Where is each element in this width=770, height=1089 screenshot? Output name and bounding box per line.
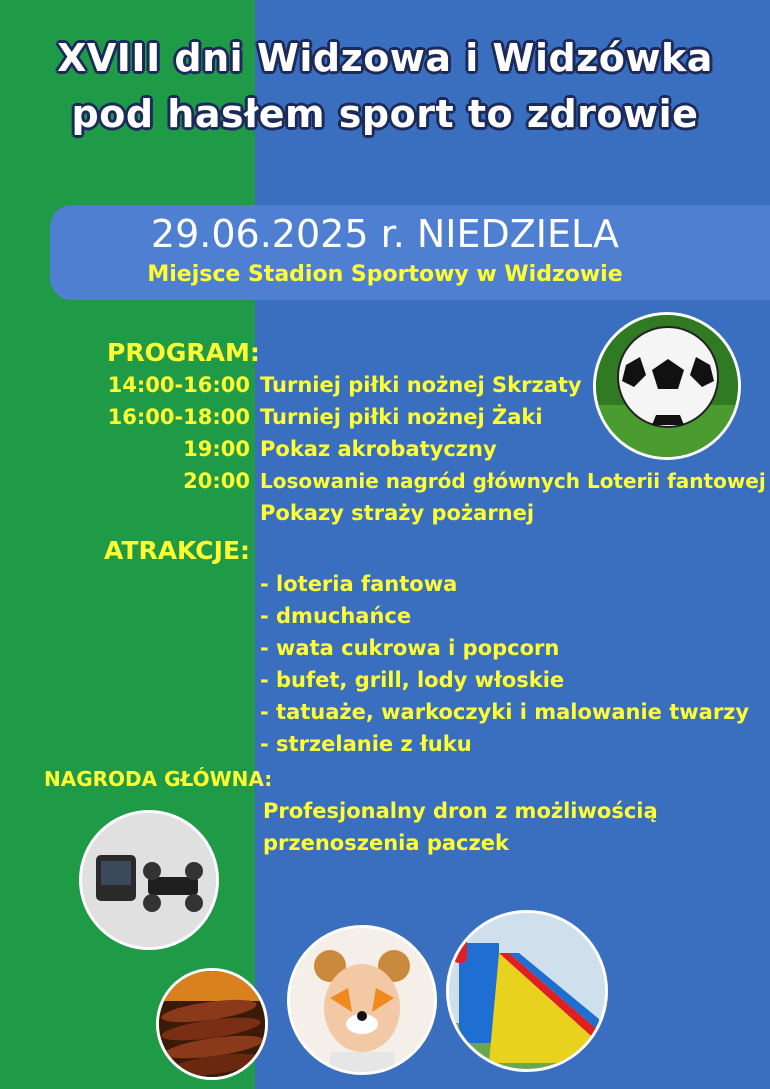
attraction-item: - strzelanie z łuku [260,732,472,756]
event-place: Miejsce Stadion Sportowy w Widzowie [147,262,623,287]
attractions-heading: ATRAKCJE: [104,536,251,565]
program-item: Losowanie nagród głównych Loterii fantowej [260,469,766,493]
program-heading: PROGRAM: [107,338,260,367]
program-time: 19:00 [183,437,250,461]
bouncy-castle-image [446,910,608,1072]
program-time: 14:00-16:00 [107,373,250,397]
prize-line-2: przenoszenia paczek [263,831,509,855]
event-date: 29.06.2025 r. NIEDZIELA [150,212,620,256]
attraction-item: - tatuaże, warkoczyki i malowanie twarzy [260,700,750,724]
attraction-item: - wata cukrowa i popcorn [260,636,560,660]
attraction-item: - loteria fantowa [260,572,458,596]
grill-image [156,968,268,1080]
title-line-2: pod hasłem sport to zdrowie [71,92,699,136]
attraction-item: - bufet, grill, lody włoskie [260,668,565,692]
bouncy-castle-icon [449,913,605,1069]
grill-icon [159,971,265,1077]
program-time: 20:00 [183,469,250,493]
prize-line-1: Profesjonalny dron z możliwością [263,799,658,823]
attraction-item: - dmuchańce [260,604,412,628]
program-item: Turniej piłki nożnej Żaki [260,405,543,429]
drone-image [79,810,219,950]
football-icon [596,315,738,457]
program-item: Turniej piłki nożnej Skrzaty [260,373,582,397]
face-painting-icon [290,928,434,1072]
program-item: Pokaz akrobatyczny [260,437,497,461]
title-line-1: XVIII dni Widzowa i Widzówka [57,36,713,80]
drone-icon [82,813,216,947]
program-time: 16:00-18:00 [107,405,250,429]
football-image [593,312,741,460]
program-item: Pokazy straży pożarnej [260,501,535,525]
prize-heading: NAGRODA GŁÓWNA: [44,767,273,791]
face-painting-image [287,925,437,1075]
